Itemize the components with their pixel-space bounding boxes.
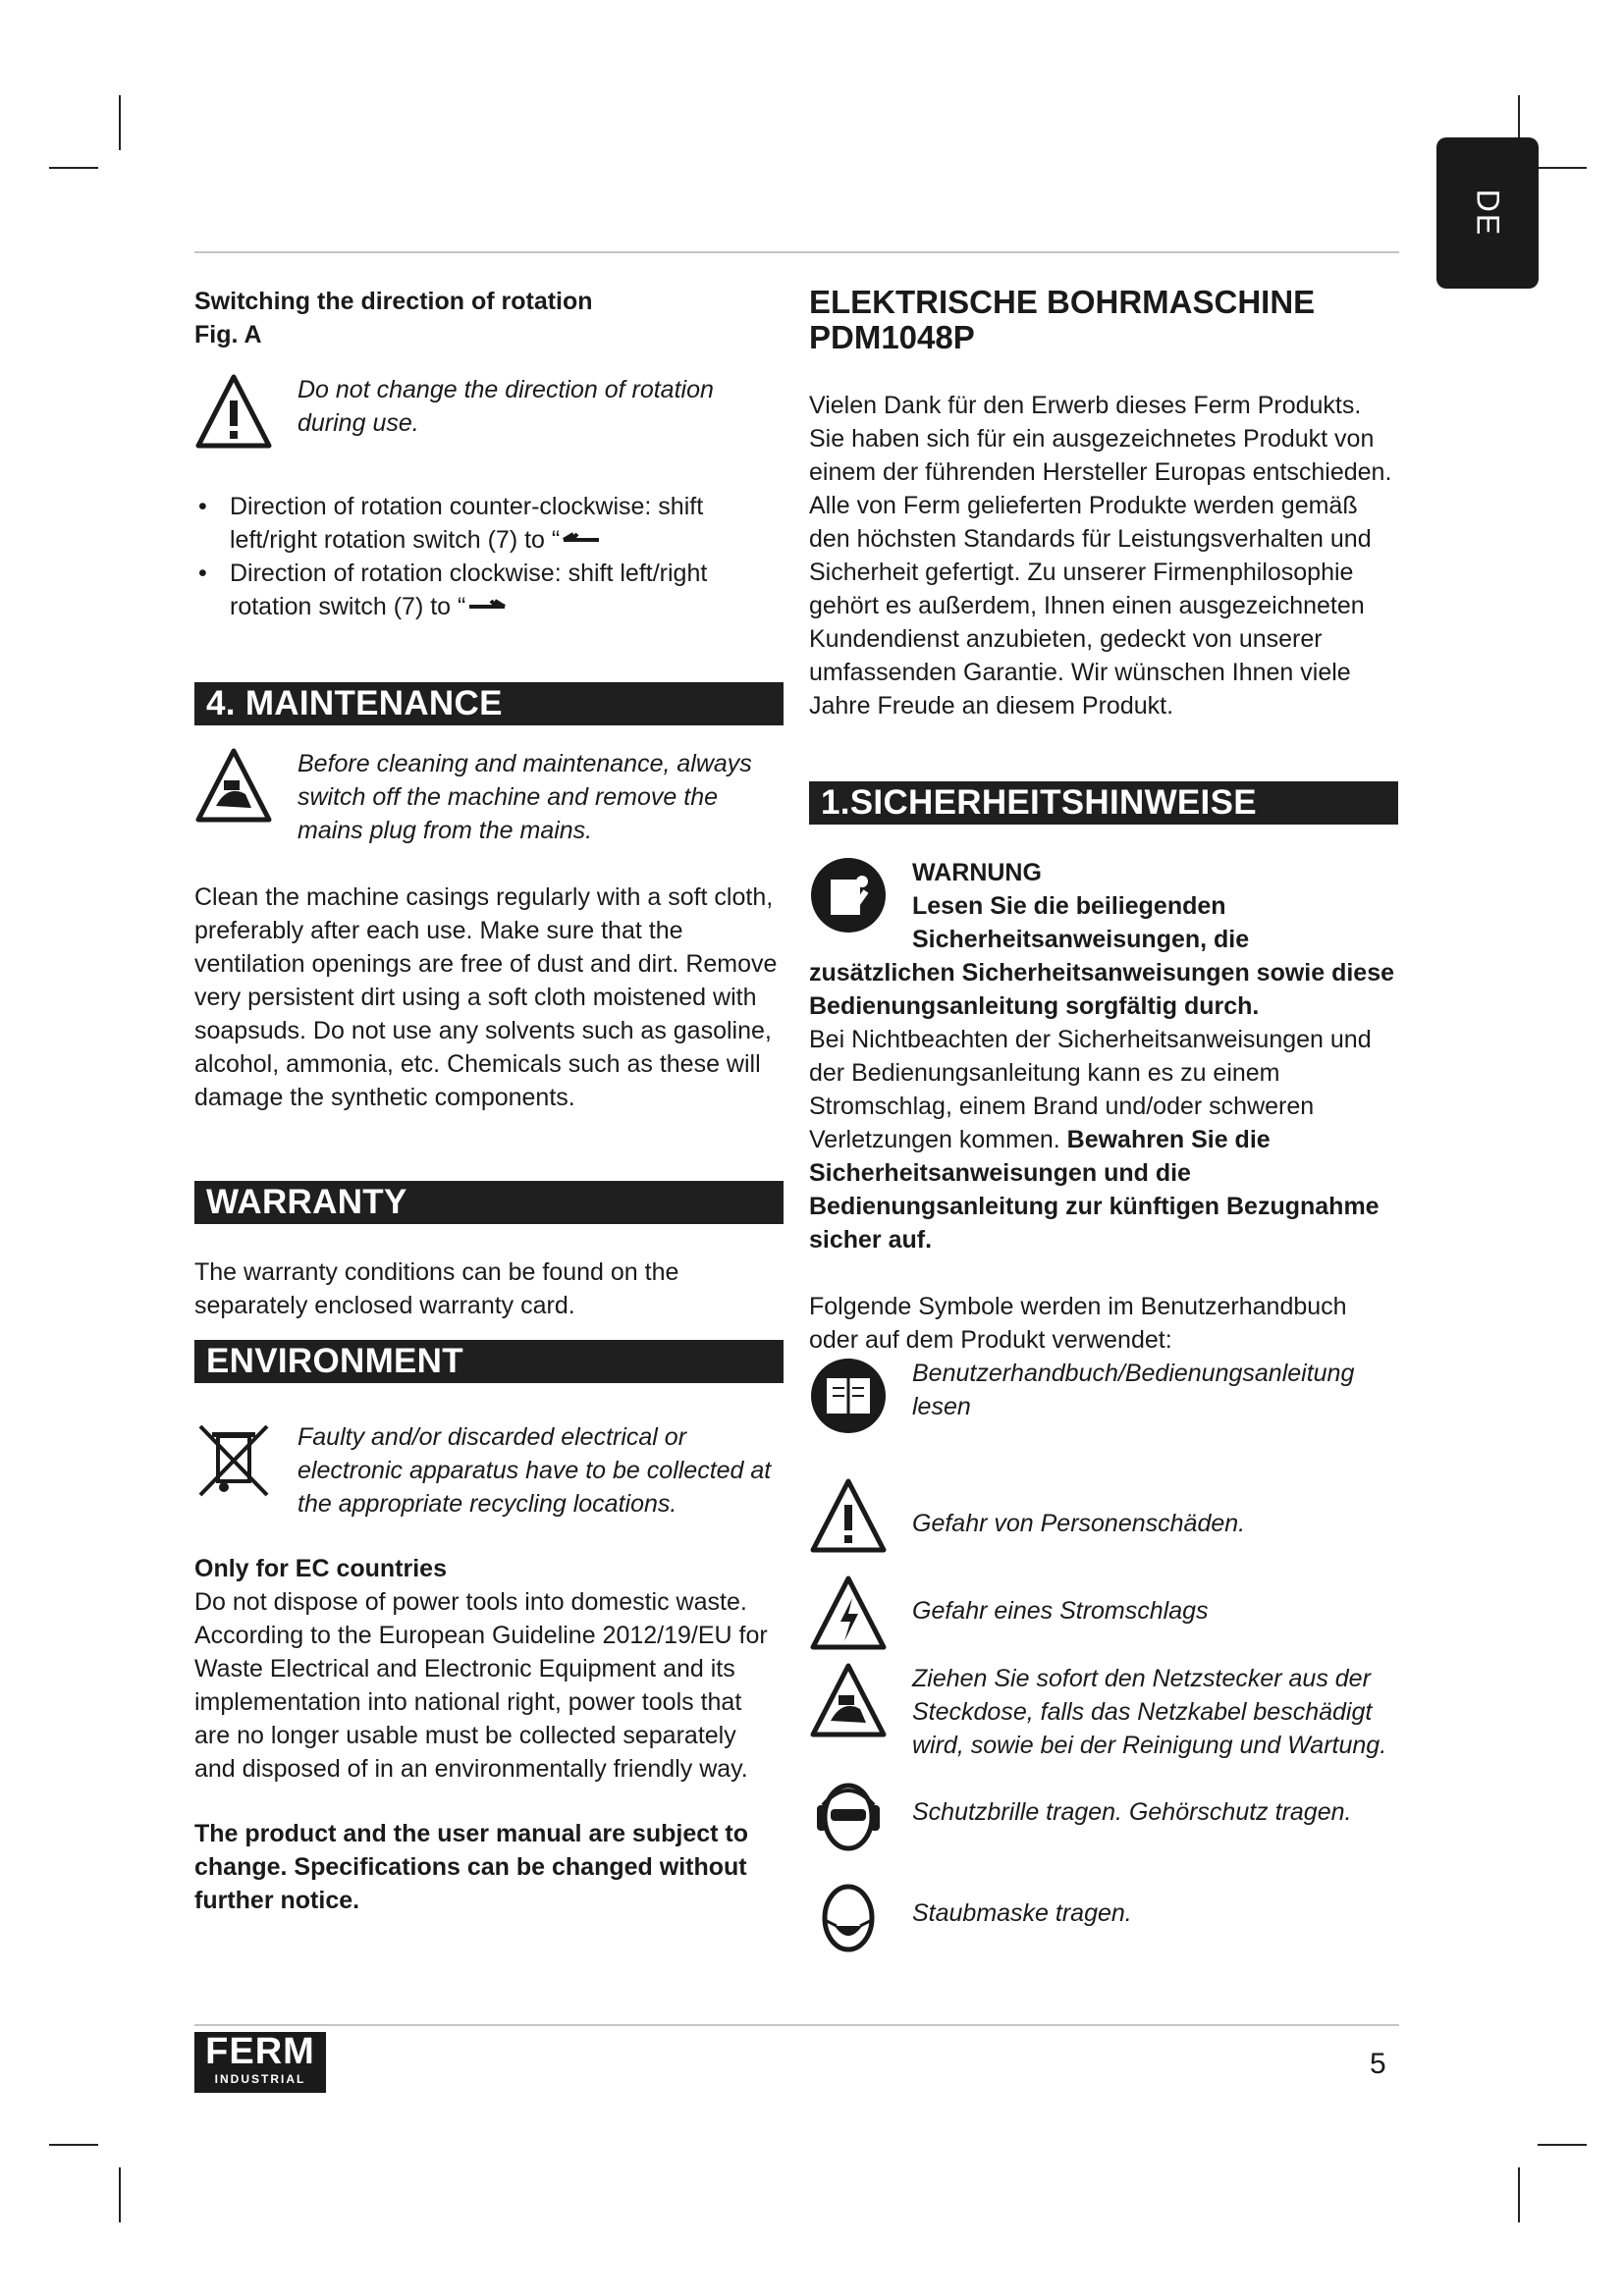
warning-text: Bei Nichtbeachten der Sicherheitsanweisungen und der Bedienungsanleitung kann es zu einem Stromschlag, einem Brand und/oder schweren Verletzungen kommen.	[809, 1026, 1372, 1153]
warning-paragraph	[809, 1023, 1398, 1256]
ec-heading: Only for EC countries	[194, 1555, 447, 1582]
goggles-ear-protection-icon	[809, 1776, 912, 1863]
warning-block	[809, 856, 1398, 1256]
symbol-text: Gefahr von Personenschäden.	[912, 1510, 1246, 1537]
model-number: PDM1048P	[809, 319, 975, 355]
intro-text: Vielen Dank für den Erwerb dieses Ferm Produkts. Sie haben sich für ein ausgezeichnetes Produkt von einem der führenden Hersteller Europas entschieden. Alle von Ferm gelieferten Produkte werden gemäß den höchsten Standards für Leistungsverhalten und Sicherheit gefertigt. Zu unserer Firmenphilosophie gehört es außerdem, Ihnen einen ausgezeichneten Kundendienst anzubieten, gedeckt von unserer umfassenden Garantie. Wir wünschen Ihnen viele Jahre Freude an diesem Produkt.	[809, 392, 1392, 720]
rotation-warning-text: Do not change the direction of rotation during use.	[298, 376, 714, 437]
rotation-bullets	[194, 490, 784, 623]
environment-title: ENVIRONMENT	[194, 1340, 784, 1383]
rotation-heading: Switching the direction of rotation	[194, 288, 593, 315]
bullet-text: Direction of rotation counter-clockwise: shift left/right rotation switch (7) to “	[230, 493, 704, 554]
warning-label: WARNUNG	[912, 859, 1042, 886]
maintenance-title: 4. MAINTENANCE	[194, 682, 784, 725]
warning-triangle-icon	[809, 1477, 912, 1565]
maintenance-warning-text: Before cleaning and maintenance, always switch off the machine and remove the mains plug from the mains.	[298, 750, 752, 844]
environment-warning-text: Faulty and/or discarded electrical or electronic apparatus have to be collected at the appropriate recycling locations.	[298, 1423, 772, 1518]
warranty-text: The warranty conditions can be found on the separately enclosed warranty card.	[194, 1258, 679, 1319]
symbol-row	[809, 1575, 1398, 1662]
read-manual-icon	[809, 856, 912, 956]
symbol-row	[809, 1877, 1398, 1964]
symbol-text: Benutzerhandbuch/Bedienungsanleitung lesen	[912, 1360, 1355, 1420]
symbol-row	[809, 1776, 1398, 1863]
crop-mark	[119, 95, 121, 150]
list-item: • Direction of rotation counter-clockwise: shift left/right rotation switch (7) to “	[198, 493, 704, 554]
logo-main: FERM	[205, 2031, 315, 2072]
symbol-row	[809, 1477, 1398, 1565]
crop-mark	[49, 2144, 98, 2146]
list-item: • Direction of rotation clockwise: shift left/right rotation switch (7) to “	[198, 560, 708, 620]
warranty-title: WARRANTY	[194, 1181, 784, 1224]
symbols-intro: Folgende Symbole werden im Benutzerhandbuch oder auf dem Produkt verwendet:	[809, 1293, 1347, 1354]
right-column	[809, 285, 1398, 1964]
crop-mark	[119, 2167, 121, 2222]
warning-triangle-icon	[194, 373, 298, 460]
symbol-text: Gefahr eines Stromschlags	[912, 1597, 1209, 1625]
environment-warning	[194, 1420, 784, 1521]
crop-mark	[1518, 2167, 1520, 2222]
left-column	[194, 285, 784, 1917]
symbol-text: Schutzbrille tragen. Gehörschutz tragen.	[912, 1798, 1352, 1826]
page-title: ELEKTRISCHE BOHRMASCHINE	[809, 284, 1316, 320]
top-rule	[194, 251, 1399, 253]
counterclockwise-arrow-icon	[560, 526, 603, 554]
warning-bold-text-2: Bewahren Sie die Sicherheitsanweisungen und die Bedienungsanleitung zur künftigen Bezugnahme sicher auf.	[809, 1126, 1380, 1254]
logo-sub: INDUSTRIAL	[214, 2072, 306, 2086]
warning-bold-text: Lesen Sie die beiliegenden Sicherheitsanweisungen, die zusätzlichen Sicherheitsanweisungen sowie diese Bedienungsanleitung sorgfältig durch.	[809, 892, 1395, 1020]
safety-title: 1.SICHERHEITSHINWEISE	[809, 781, 1398, 825]
language-tab-label: DE	[1470, 188, 1506, 238]
crop-mark	[1538, 2144, 1587, 2146]
ec-text: Do not dispose of power tools into domestic waste. According to the European Guideline 2012/19/EU for Waste Electrical and Electronic Equipment and its implementation into national right, power tools that are no longer usable must be collected separately and disposed of in an environmentally friendly way.	[194, 1588, 768, 1783]
clockwise-arrow-icon	[465, 593, 509, 620]
electric-shock-icon	[809, 1575, 912, 1662]
manual-icon	[809, 1357, 912, 1444]
language-tab	[1436, 137, 1539, 289]
ferm-logo	[194, 2032, 326, 2093]
symbol-text: Staubmaske tragen.	[912, 1899, 1132, 1927]
weee-bin-icon	[194, 1420, 298, 1510]
bullet-text: Direction of rotation clockwise: shift left/right rotation switch (7) to “	[230, 560, 708, 620]
rotation-warning	[194, 373, 784, 460]
maintenance-text: Clean the machine casings regularly with a soft cloth, preferably after each use. Make sure that the ventilation openings are free of dust and dirt. Remove very persistent dirt using a soft cloth moistened with soapsuds. Do not use any solvents such as gasoline, alcohol, ammonia, etc. Chemicals such as these will damage the synthetic components.	[194, 883, 778, 1111]
symbol-row	[809, 1662, 1398, 1762]
crop-mark	[49, 167, 98, 169]
dust-mask-icon	[809, 1877, 912, 1964]
maintenance-warning	[194, 747, 784, 847]
symbol-row	[809, 1357, 1398, 1444]
unplug-warning-icon	[194, 747, 298, 834]
unplug-icon	[809, 1662, 912, 1749]
rotation-fig: Fig. A	[194, 321, 262, 348]
bottom-rule	[194, 2024, 1399, 2026]
symbol-text: Ziehen Sie sofort den Netzstecker aus der Steckdose, falls das Netzkabel beschädigt wird, sowie bei der Reinigung und Wartung.	[912, 1665, 1387, 1759]
notice-text: The product and the user manual are subject to change. Specifications can be changed without further notice.	[194, 1820, 748, 1914]
page-number: 5	[1370, 2048, 1386, 2080]
crop-mark	[1538, 167, 1587, 169]
